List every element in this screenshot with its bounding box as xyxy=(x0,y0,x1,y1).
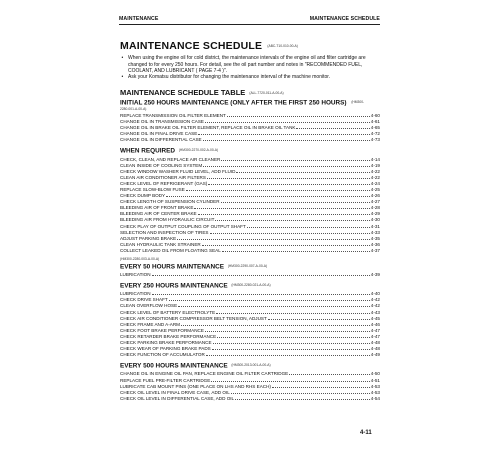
section-code: (HM300- xyxy=(351,99,365,104)
page-reference: 4-54 xyxy=(370,395,380,401)
section-code: (HM300-2270-002-A-00-A) xyxy=(178,148,219,153)
task-text: CHANGE OIL IN DIFFERENTIAL CASE xyxy=(120,137,202,143)
task-text: CHECK PARKING BRAKE PERFORMANCE xyxy=(120,340,212,346)
schedule-row xyxy=(120,137,380,143)
dot-leader xyxy=(289,374,370,375)
task-text: CLEAN AIR CONDITIONER AIR FILTERS xyxy=(120,174,206,180)
dot-leader xyxy=(208,184,370,185)
dot-leader xyxy=(181,325,370,326)
page-reference: 4-61 xyxy=(370,119,380,125)
notes-list xyxy=(120,55,380,80)
dot-leader xyxy=(217,337,370,338)
page-reference: 4-73 xyxy=(370,137,380,143)
dot-leader xyxy=(203,140,370,141)
dot-leader xyxy=(178,306,370,307)
page-reference: 4-42 xyxy=(370,303,380,309)
task-text: CHANGE OIL IN ENGINE OIL PAN, REPLACE ENGINE OIL FILTER CARTRIDGE xyxy=(120,371,289,377)
section-lead-code: (HM300-2280-003-A-00-A) xyxy=(120,257,160,262)
dot-leader xyxy=(222,251,370,252)
section-title-every-250 xyxy=(120,282,380,290)
page-reference: 4-39 xyxy=(370,272,380,278)
task-text: REPLACE SLOW-BLOW FUSE xyxy=(120,187,185,193)
task-text: LUBRICATION xyxy=(120,291,151,297)
page-reference: 4-31 xyxy=(370,223,380,229)
schedule-row xyxy=(120,352,380,358)
page-reference: 4-28 xyxy=(370,205,380,211)
task-text: CHECK LENGTH OF SUSPENSION CYLINDER xyxy=(120,199,220,205)
page-reference: 4-53 xyxy=(370,389,380,395)
task-text: CHECK AIR CONDITIONER COMPRESSOR BELT TENSION, ADJUST xyxy=(120,315,267,321)
page-reference: 4-40 xyxy=(370,291,380,297)
task-text: CLEAN INSIDE OF COOLING SYSTEM xyxy=(120,162,203,168)
page-title-text: MAINTENANCE SCHEDULE xyxy=(120,40,263,52)
page-reference: 4-14 xyxy=(370,156,380,162)
page-reference: 4-60 xyxy=(370,113,380,118)
task-text: CLEAN HYDRAULIC TANK STRAINER xyxy=(120,241,201,247)
dot-leader xyxy=(221,202,370,203)
schedule-row xyxy=(120,272,380,278)
task-text: CHANGE OIL IN TRANSMISSION CASE xyxy=(120,119,204,125)
task-text: REPLACE TRANSMISSION OIL FILTER ELEMENT xyxy=(120,113,226,118)
dot-leader xyxy=(198,214,370,215)
task-text: COLLECT LEAKED OIL FROM FLOATING SEAL xyxy=(120,247,221,253)
section-code-continued: 2280-001-A-00-A) xyxy=(120,107,147,111)
page-reference: 4-45 xyxy=(370,315,380,321)
task-text: CHECK FUNCTION OF ACCUMULATOR xyxy=(120,352,205,358)
page-reference: 4-51 xyxy=(370,377,380,383)
dot-leader xyxy=(166,196,370,197)
dot-leader xyxy=(203,166,370,167)
table-code: (ALL-7720-011-A-00-A) xyxy=(249,90,284,95)
page-reference: 4-35 xyxy=(370,235,380,241)
task-text: SELECTION AND INSPECTION OF TIRES xyxy=(120,229,209,235)
dot-leader xyxy=(231,393,370,394)
page-reference: 4-48 xyxy=(370,340,380,346)
section-title-text: INITIAL 250 HOURS MAINTENANCE (ONLY AFTER THE FIRST 250 HOURS) xyxy=(120,99,347,107)
task-text: CHANGE OIL IN FINAL DRIVE CASE xyxy=(120,131,198,137)
table-title xyxy=(120,88,380,98)
task-text: ADJUST PARKING BRAKE xyxy=(120,235,177,241)
task-text: REPLACE FUEL PRE-FILTER CARTRIDGE xyxy=(120,377,211,383)
page-reference: 4-53 xyxy=(370,383,380,389)
page-reference: 4-19 xyxy=(370,162,380,168)
dot-leader xyxy=(215,220,369,221)
dot-leader xyxy=(152,294,370,295)
schedule-rows-every-50 xyxy=(120,272,380,278)
schedule-rows-when-required xyxy=(120,157,380,255)
page-reference: 4-47 xyxy=(370,327,380,333)
page-reference: 4-37 xyxy=(370,247,380,253)
section-code: (HM300-2013-001-A-00-A) xyxy=(231,363,271,368)
page-reference: 4-25 xyxy=(370,187,380,193)
schedule-rows-initial-250 xyxy=(120,113,380,143)
dot-leader xyxy=(177,239,370,240)
page-reference: 4-48 xyxy=(370,346,380,352)
dot-leader xyxy=(205,331,370,332)
schedule-rows-every-500 xyxy=(120,371,380,401)
task-text: LUBRICATION xyxy=(120,272,151,278)
dot-leader xyxy=(236,172,369,173)
section-title-text: EVERY 250 HOURS MAINTENANCE xyxy=(120,282,228,290)
table-title-text: MAINTENANCE SCHEDULE TABLE xyxy=(120,88,246,98)
page-reference: 4-22 xyxy=(370,174,380,180)
schedule-row xyxy=(120,396,380,402)
task-text: CHECK PLAY OF OUTPUT COUPLING OF OUTPUT SHAFT xyxy=(120,223,246,229)
dot-leader xyxy=(211,381,370,382)
page-reference: 4-43 xyxy=(370,309,380,315)
page-reference: 4-47 xyxy=(370,333,380,339)
page-reference: 4-50 xyxy=(370,371,380,377)
dot-leader xyxy=(205,122,370,123)
page-reference: 4-24 xyxy=(370,180,380,186)
dot-leader xyxy=(202,245,370,246)
page-reference: 4-30 xyxy=(370,217,380,223)
page-title xyxy=(120,40,380,52)
page-reference: 4-65 xyxy=(370,125,380,131)
page-number: 4-11 xyxy=(360,430,372,436)
dot-leader xyxy=(272,387,370,388)
task-text: BLEEDING AIR OF CENTER BRAKE xyxy=(120,211,197,217)
schedule-row xyxy=(120,248,380,254)
page-reference: 4-72 xyxy=(370,131,380,137)
task-text: CHECK FRAME AND A-ARM xyxy=(120,321,180,327)
task-text: BLEEDING AIR OF FRONT BRAKE xyxy=(120,205,194,211)
dot-leader xyxy=(212,349,370,350)
section-title-text: EVERY 50 HOURS MAINTENANCE xyxy=(120,263,225,271)
task-text: LUBRICATE CAB MOUNT PINS (ONE PLACE ON LHS AND RHS EACH) xyxy=(120,383,271,389)
header-section: MAINTENANCE SCHEDULE xyxy=(309,16,380,22)
task-text: CLEAN OVERFLOW HOSE xyxy=(120,303,178,309)
task-text: CHECK, CLEAN, AND REPLACE AIR CLEANER xyxy=(120,156,221,162)
content xyxy=(120,40,380,402)
dot-leader xyxy=(207,178,370,179)
task-text: BLEEDING AIR FROM HYDRAULIC CIRCUIT xyxy=(120,217,215,223)
page-reference: 4-46 xyxy=(370,321,380,327)
page-reference: 4-33 xyxy=(370,229,380,235)
dot-leader xyxy=(152,275,370,276)
task-text: CHECK LEVEL OF REFRIGERANT (GAS) xyxy=(120,180,208,186)
task-text: CHECK LEVEL OF BATTERY ELECTROLYTE xyxy=(120,309,216,315)
dot-leader xyxy=(268,319,370,320)
task-text: CHECK DUMP BODY xyxy=(120,193,166,199)
task-text: CHECK OIL LEVEL IN DIFFERENTIAL CASE, ADD OIL xyxy=(120,395,235,401)
section-title-initial-250 xyxy=(120,99,380,107)
dot-leader xyxy=(296,128,369,129)
page-reference: 4-22 xyxy=(370,168,380,174)
dot-leader xyxy=(194,208,369,209)
note-item: • When using the engine oil for cold district, the maintenance intervals of the engine oil and filter cartridge are changed to for every 250 hours. For detail, see the oil part number and notes in "RECOMMENDED FUEL, COOLANT, AND LUBRICANT ( PAGE 7-4 )". xyxy=(120,55,380,74)
page-reference: 4-27 xyxy=(370,199,380,205)
page-reference: 4-49 xyxy=(370,352,380,358)
running-header xyxy=(119,16,380,22)
section-title-when-required xyxy=(120,147,380,155)
section-title-text: WHEN REQUIRED xyxy=(120,147,176,155)
task-text: CHANGE OIL IN BRAKE OIL FILTER ELEMENT, REPLACE OIL IN BRAKE OIL TANK xyxy=(120,125,296,131)
task-text: CHECK WEAR OF PARKING BRAKE PADS xyxy=(120,346,211,352)
page-reference: 4-26 xyxy=(370,193,380,199)
dot-leader xyxy=(169,300,370,301)
task-text: CHECK FOOT BRAKE PERFORMANCE xyxy=(120,327,204,333)
task-text: CHECK RETARDER BRAKE PERFORMANCE xyxy=(120,333,217,339)
dot-leader xyxy=(186,190,370,191)
title-code: (ABC-T10-010-00-A) xyxy=(267,44,298,49)
dot-leader xyxy=(216,313,370,314)
dot-leader xyxy=(213,343,370,344)
dot-leader xyxy=(235,399,370,400)
dot-leader xyxy=(227,116,370,117)
task-text: CHECK OIL LEVEL IN FINAL DRIVE CASE, ADD OIL xyxy=(120,389,230,395)
header-chapter: MAINTENANCE xyxy=(119,16,159,22)
header-rule xyxy=(119,24,380,25)
task-text: CHECK WINDOW WASHER FLUID LEVEL, ADD FLUID xyxy=(120,168,236,174)
dot-leader xyxy=(221,160,369,161)
section-code: (HM300-2290-007-A-00-A) xyxy=(227,264,268,269)
section-code: (HM300-2280-021-A-00-A) xyxy=(231,283,271,288)
section-title-every-50 xyxy=(120,263,380,271)
dot-leader xyxy=(206,355,370,356)
dot-leader xyxy=(247,227,370,228)
note-item: • Ask your Komatsu distributor for changing the maintenance interval of the machine monitor. xyxy=(120,74,380,80)
schedule-rows-every-250 xyxy=(120,291,380,358)
section-title-text: EVERY 500 HOURS MAINTENANCE xyxy=(120,362,228,370)
page-reference: 4-29 xyxy=(370,211,380,217)
page-reference: 4-36 xyxy=(370,241,380,247)
page-reference: 4-42 xyxy=(370,297,380,303)
task-text: CHECK DRIVE SHAFT xyxy=(120,297,168,303)
dot-leader xyxy=(198,134,370,135)
section-title-every-500 xyxy=(120,362,380,370)
dot-leader xyxy=(210,233,370,234)
